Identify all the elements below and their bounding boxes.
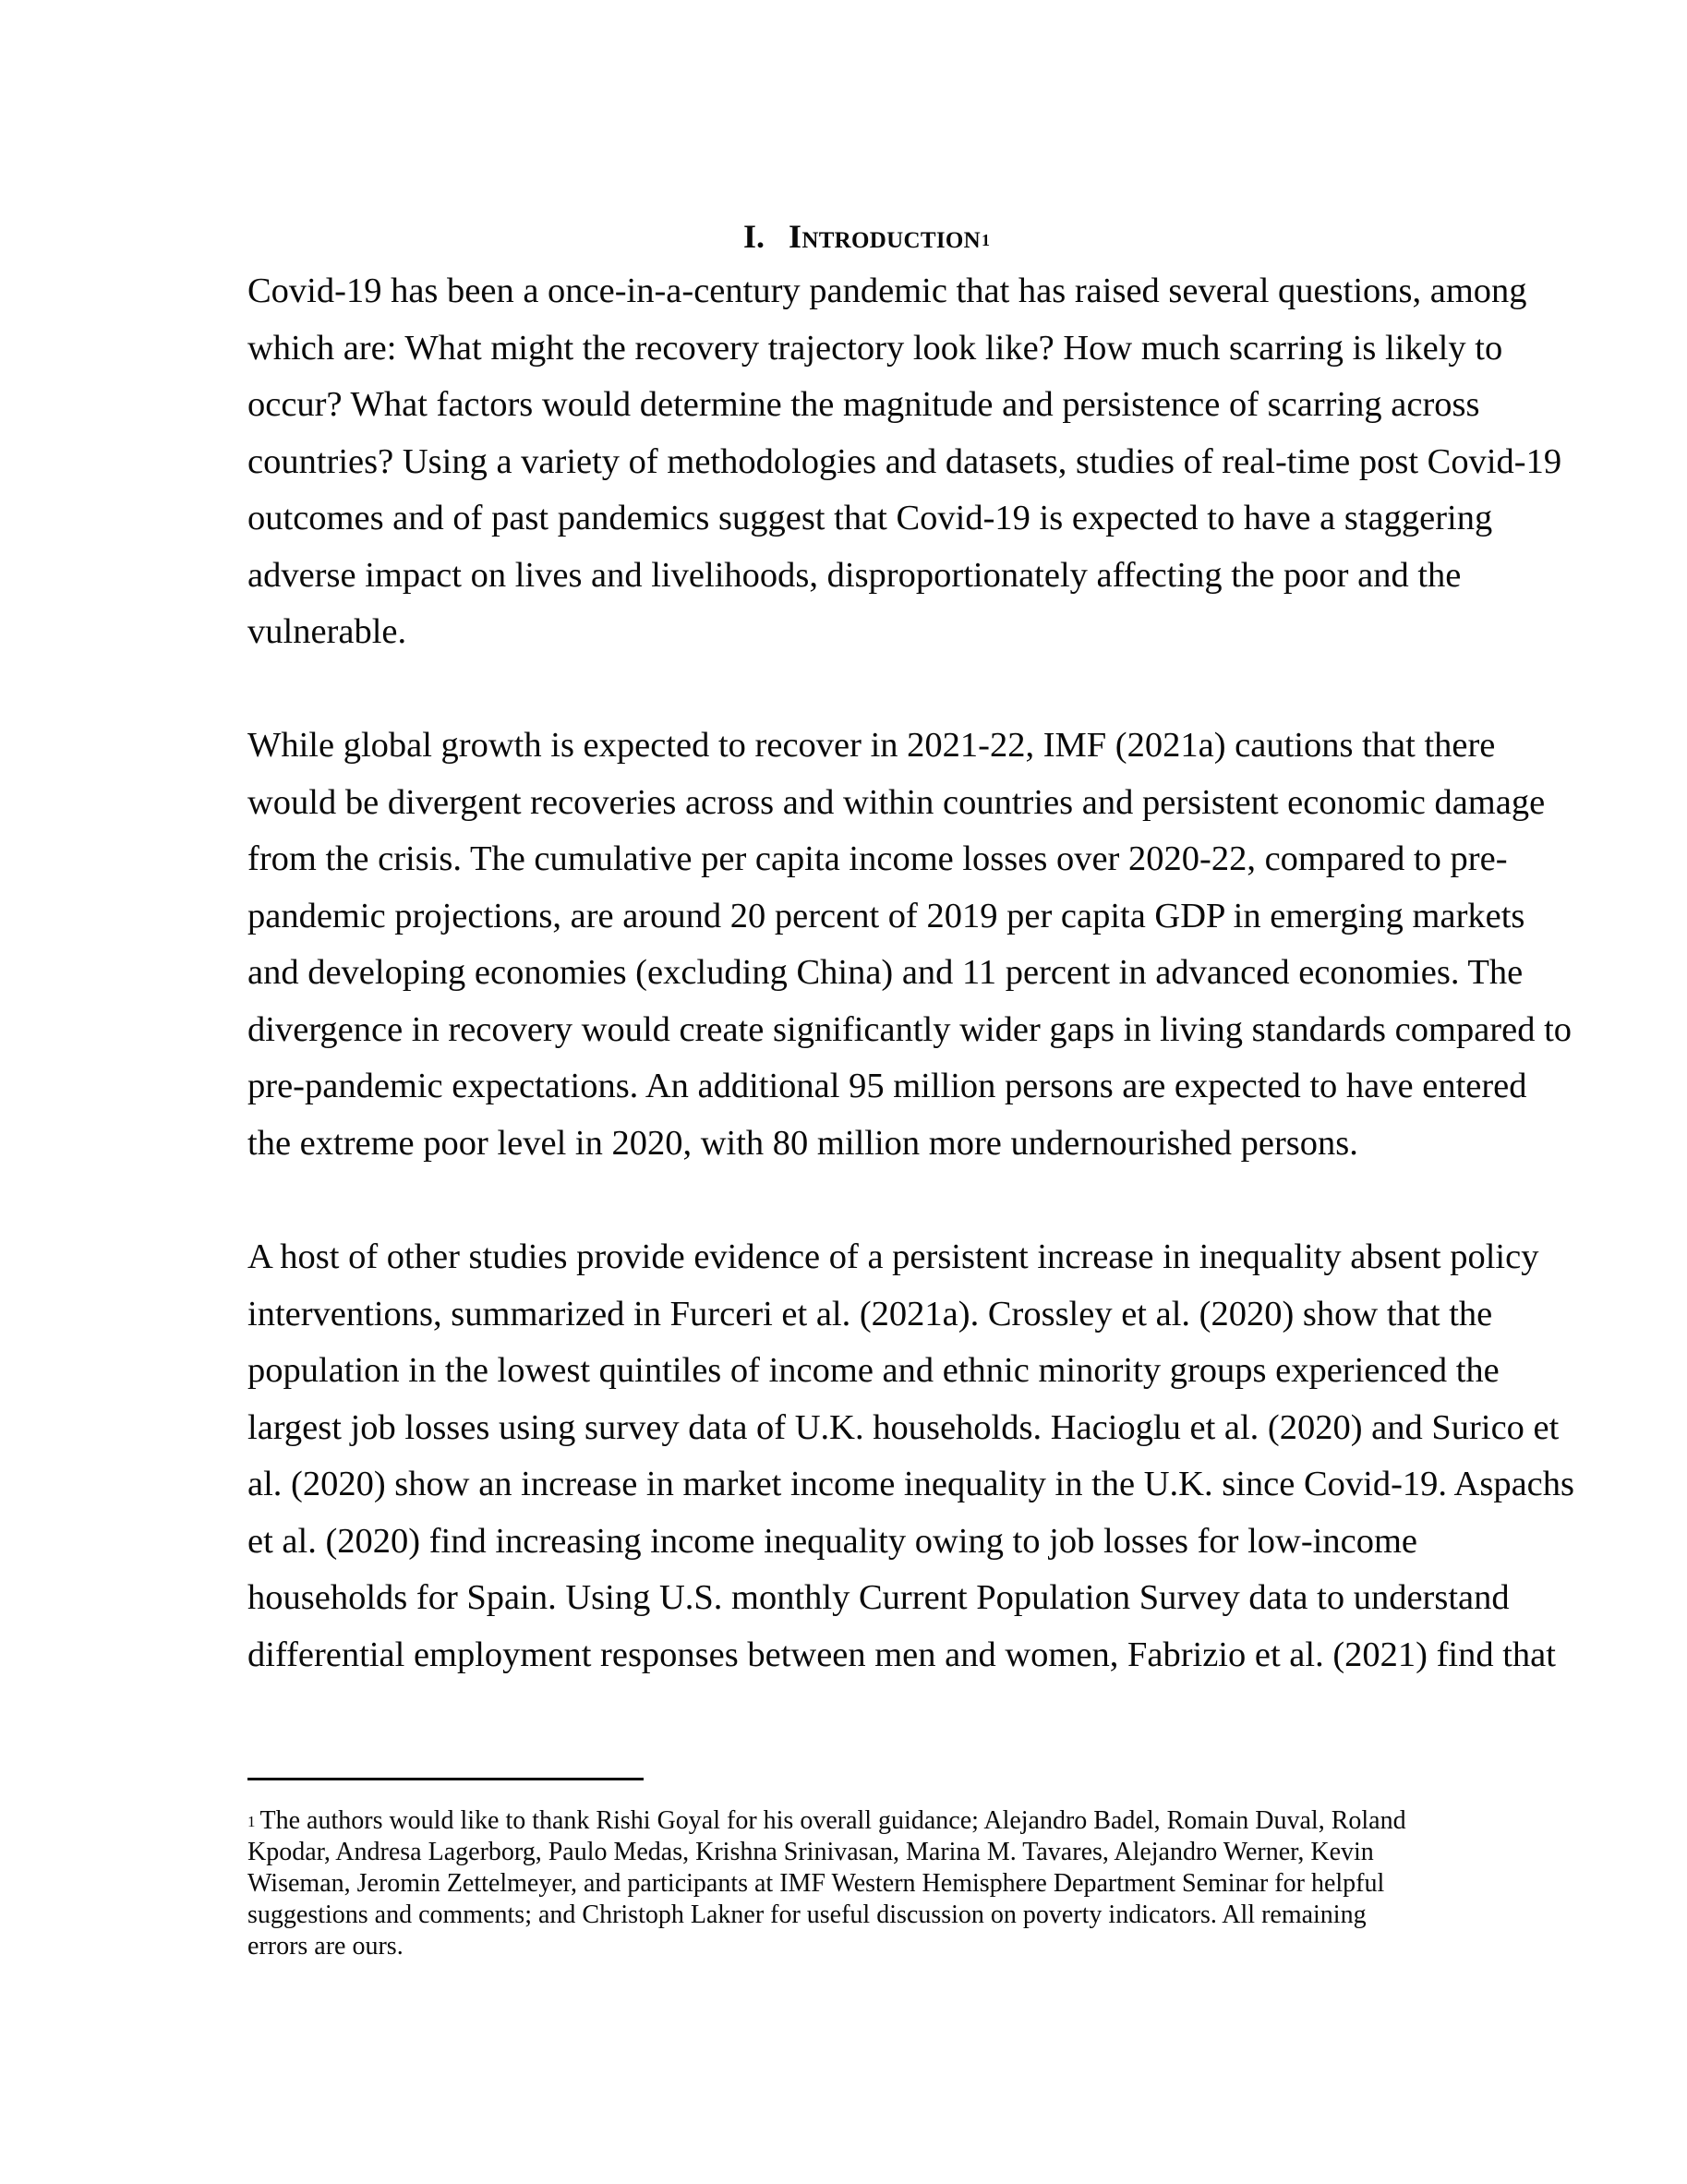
paragraph-line: interventions, summarized in Furceri et al. (2021a). Crossley et al. (2020) show that the (247, 1294, 1493, 1333)
paragraph-line: A host of other studies provide evidence of a persistent increase in inequality absent policy (247, 1237, 1539, 1276)
paragraph-1 (247, 263, 1562, 661)
paragraph-line: countries? Using a variety of methodologies and datasets, studies of real-time post Covid-19 (247, 441, 1562, 481)
section-heading (0, 214, 1687, 259)
paragraph-line: from the crisis. The cumulative per capita income losses over 2020-22, compared to pre- (247, 839, 1508, 878)
paragraph-line: pandemic projections, are around 20 percent of 2019 per capita GDP in emerging markets (247, 896, 1525, 935)
paragraph-line: et al. (2020) find increasing income inequality owing to job losses for low-income (247, 1521, 1418, 1561)
paragraph-line: households for Spain. Using U.S. monthly Current Population Survey data to understand (247, 1578, 1510, 1617)
paragraph-line: adverse impact on lives and livelihoods, disproportionately affecting the poor and the (247, 555, 1462, 595)
section-number: I. (743, 218, 765, 256)
paragraph-line: al. (2020) show an increase in market income inequality in the U.K. since Covid-19. Aspachs (247, 1465, 1574, 1503)
section-title: Introduction (789, 218, 981, 256)
footnote-line: errors are ours. (247, 1932, 404, 1961)
paragraph-line: While global growth is expected to recover in 2021-22, IMF (2021a) cautions that there (247, 726, 1496, 765)
paragraph-line: occur? What factors would determine the magnitude and persistence of scarring across (247, 385, 1480, 424)
paragraph-line: divergence in recovery would create significantly wider gaps in living standards compared to (247, 1009, 1573, 1049)
paragraph-2 (247, 718, 1573, 1172)
footnote-line: Kpodar, Andresa Lagerborg, Paulo Medas, Krishna Srinivasan, Marina M. Tavares, Alejandro Werner, Kevin (247, 1838, 1374, 1866)
paragraph-line: Covid-19 has been a once-in-a-century pandemic that has raised several questions, among (247, 271, 1527, 310)
footnote-mark: 1 (247, 1813, 256, 1830)
paragraph-line: vulnerable. (247, 612, 407, 651)
footnote-reference[interactable]: 1 (981, 231, 990, 250)
paragraph-line: largest job losses using survey data of U.K. households. Hacioglu et al. (2020) and Surico et (247, 1407, 1560, 1447)
footnote-line: suggestions and comments; and Christoph Lakner for useful discussion on poverty indicators. All remaining (247, 1900, 1367, 1929)
footnote-line: Wiseman, Jeromin Zettelmeyer, and participants at IMF Western Hemisphere Department Seminar for helpful (247, 1869, 1385, 1898)
paragraph-line: would be divergent recoveries across and within countries and persistent economic damage (247, 782, 1546, 822)
paragraph-line: and developing economies (excluding China) and 11 percent in advanced economies. The (247, 953, 1524, 992)
footnote-text: The authors would like to thank Rishi Goyal for his overall guidance; Alejandro Badel, Romain Duval, Roland (259, 1806, 1406, 1835)
paragraph-3 (247, 1229, 1574, 1683)
paragraph-line: population in the lowest quintiles of income and ethnic minority groups experienced the (247, 1351, 1500, 1390)
footnote-line (247, 1805, 1503, 1837)
footnote-1 (247, 1805, 1503, 1962)
paragraph-line: outcomes and of past pandemics suggest that Covid-19 is expected to have a staggering (247, 499, 1493, 537)
paragraph-line: differential employment responses between men and women, Fabrizio et al. (2021) find that (247, 1635, 1556, 1674)
footnote-separator (247, 1778, 644, 1780)
paragraph-line: which are: What might the recovery trajectory look like? How much scarring is likely to (247, 328, 1503, 368)
paragraph-line: the extreme poor level in 2020, with 80 million more undernourished persons. (247, 1123, 1358, 1163)
paragraph-line: pre-pandemic expectations. An additional 95 million persons are expected to have entered (247, 1067, 1527, 1105)
